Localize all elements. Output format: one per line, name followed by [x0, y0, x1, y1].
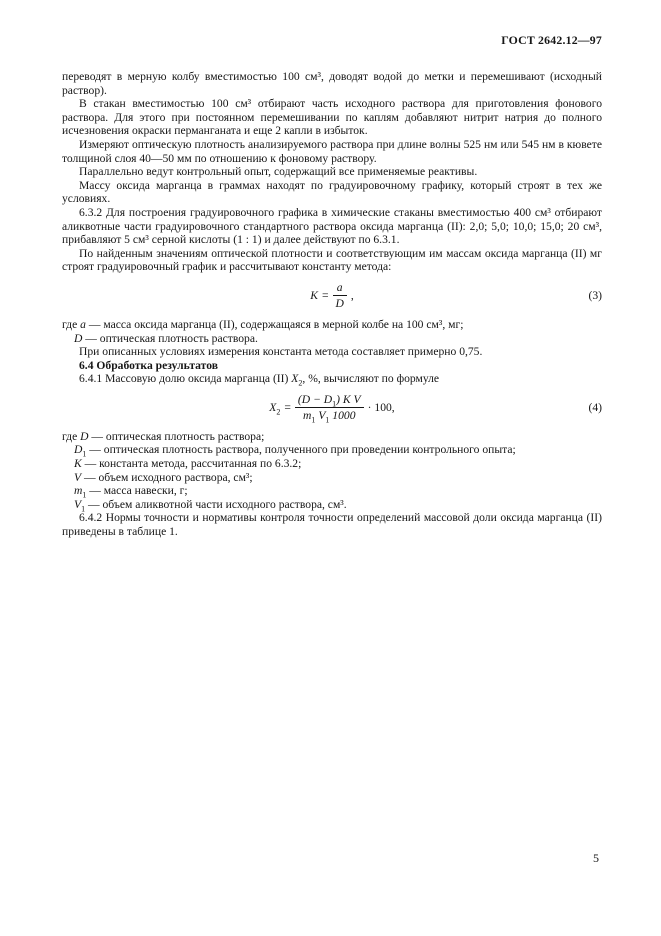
definitions-list-3	[62, 318, 602, 345]
definition-symbol-sub: 1	[81, 504, 86, 514]
definition-symbol: K	[74, 457, 82, 471]
formula-3-body	[310, 281, 354, 310]
definition-text: — оптическая плотность раствора, полученного при проведении контрольного опыта;	[86, 443, 516, 457]
definition-lead: где	[62, 429, 81, 443]
definition-item	[62, 457, 602, 471]
definition-text: — оптическая плотность раствора.	[82, 331, 258, 345]
definition-symbol: m	[74, 484, 83, 498]
document-content	[62, 70, 602, 539]
paragraph-text: , %, вычисляют по формуле	[302, 372, 440, 386]
formula-4-body	[269, 392, 395, 425]
formula-4-denominator-sub: 1	[311, 415, 316, 425]
definitions-list-4	[62, 430, 602, 512]
page-number: 5	[593, 851, 599, 866]
formula-4-denominator: m	[303, 408, 312, 422]
paragraph: По найденным значениям оптической плотности и соответствующим им массам оксида марганца (II) мг строят градуировочный график и рассчитывают константу метода:	[62, 246, 602, 274]
equation-number-3: (3)	[588, 289, 602, 303]
fraction	[295, 392, 364, 425]
formula-4-numerator-sub: 1	[332, 399, 337, 409]
formula-4-numerator: (D − D	[297, 392, 333, 406]
formula-3-lhs: K	[310, 288, 318, 302]
paragraph: Измеряют оптическую плотность анализируемого раствора при длине волны 525 нм или 545 нм в кювете толщиной слоя 40—50 мм по отношению к фоновому раствору.	[62, 137, 602, 165]
paragraph: Параллельно ведут контрольный опыт, содержащий все применяемые реактивы.	[79, 165, 478, 179]
definition-symbol-sub: 1	[82, 490, 87, 500]
variable-x: X	[291, 372, 299, 386]
definition-text: — объем исходного раствора, см³;	[81, 470, 253, 484]
formula-4-lhs: X	[269, 400, 277, 414]
equals-sign: =	[321, 288, 329, 302]
equals-sign: =	[284, 400, 291, 414]
definition-text: — масса оксида марганца (II), содержащаяся в мерной колбе на 100 см³, мг;	[85, 317, 464, 331]
definition-text: — объем аликвотной части исходного раствора, см³.	[85, 497, 347, 511]
paragraph: Массу оксида марганца в граммах находят по градуировочному графику, который строят в тех же условиях.	[62, 178, 602, 206]
formula-3-denominator: D	[335, 296, 344, 310]
document-code: ГОСТ 2642.12—97	[501, 33, 602, 47]
definition-symbol: V	[74, 497, 82, 511]
formula-3	[62, 281, 602, 311]
paragraph: переводят в мерную колбу вместимостью 100 см³, доводят водой до метки и перемешивают (исходный раствор).	[62, 70, 602, 97]
definition-item	[62, 430, 602, 444]
definition-text: — масса навески, г;	[86, 484, 188, 498]
definition-item	[62, 484, 602, 498]
heading-6-4: 6.4 Обработка результатов	[79, 358, 218, 372]
definition-lead: где	[62, 317, 81, 331]
formula-4-tail: · 100,	[367, 400, 395, 414]
formula-4-denominator: 1000	[329, 408, 356, 422]
paragraph-6-4-1	[62, 372, 602, 386]
formula-4-numerator: ) K V	[336, 392, 361, 406]
definition-item	[62, 471, 602, 485]
equation-number-4: (4)	[588, 401, 602, 415]
definition-symbol: D	[80, 429, 89, 443]
formula-3-tail: ,	[350, 288, 354, 302]
paragraph-text: 6.4.1 Массовую долю оксида марганца (II)	[79, 372, 292, 386]
formula-3-numerator: a	[336, 280, 343, 294]
variable-x-sub: 2	[298, 378, 303, 388]
paragraph-6-4-2: 6.4.2 Нормы точности и нормативы контроля точности определений массовой доли оксида марганца (II) приведены в таблице 1.	[62, 511, 602, 539]
definition-symbol: D	[74, 443, 83, 457]
paragraph-6-3-2: 6.3.2 Для построения градуировочного графика в химические стаканы вместимостью 400 см³ отбирают аликвотные части градуировочного стандартного раствора оксида марганца (II): 2,0; 5,0; 10,0; 15,0; 20 см³, прибавляют 5 см³ серной кислоты (1 : 1) и далее действуют по 6.3.1.	[62, 205, 602, 247]
formula-4-denominator-sub: 1	[325, 415, 330, 425]
definition-text: — оптическая плотность раствора;	[88, 429, 265, 443]
definition-item	[62, 443, 602, 457]
paragraph: В стакан вместимостью 100 см³ отбирают часть исходного раствора для приготовления фонового раствора. Для этого при постоянном перемешивании по каплям добавляют нитрит натрия до полного исчезновения окраски перманганата и еще 2 капли в избыток.	[62, 97, 602, 138]
definition-item	[62, 318, 602, 332]
definition-text: — константа метода, рассчитанная по 6.3.2;	[81, 457, 302, 471]
definition-symbol: D	[74, 331, 83, 345]
fraction	[333, 281, 347, 310]
formula-4	[62, 393, 602, 423]
definition-item	[62, 498, 602, 512]
formula-4-denominator: V	[315, 408, 326, 422]
definition-item	[62, 332, 602, 346]
definition-symbol-sub: 1	[82, 449, 87, 459]
definition-symbol: V	[74, 470, 82, 484]
definition-symbol: a	[80, 317, 86, 331]
paragraph-constant-note: При описанных условиях измерения константа метода составляет примерно 0,75.	[79, 345, 483, 359]
formula-4-lhs-sub: 2	[276, 406, 281, 416]
